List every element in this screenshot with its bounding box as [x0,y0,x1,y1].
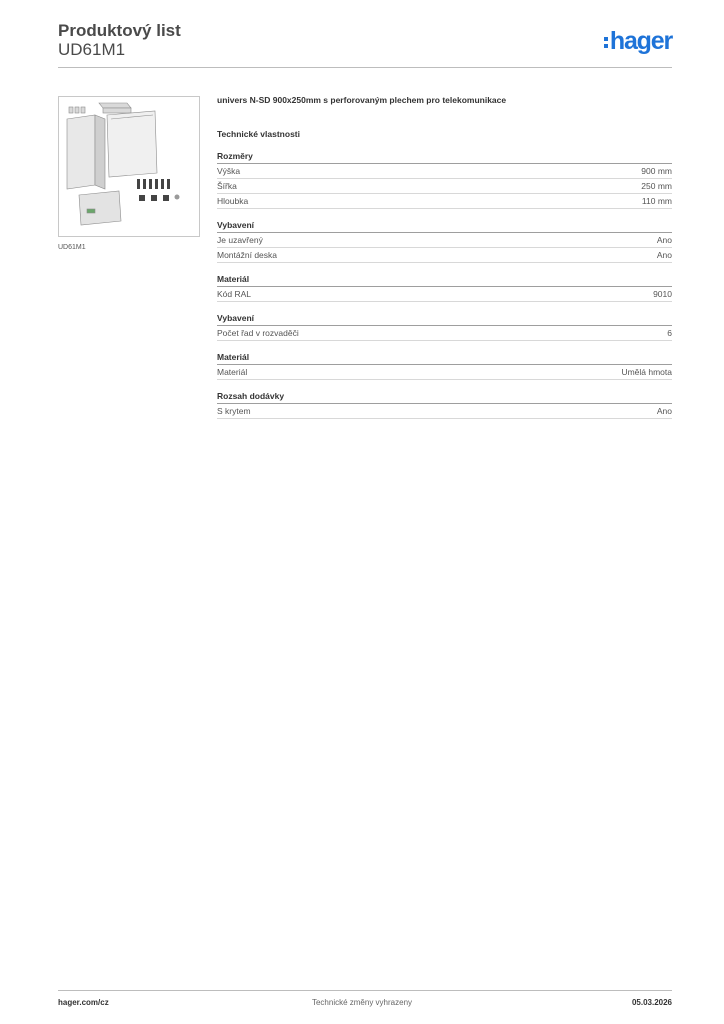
section-title: Vybavení [217,219,672,233]
spec-label: Je uzavřený [217,235,263,245]
footer-divider [58,990,672,991]
spec-value: 9010 [653,289,672,299]
section-dimensions [217,150,672,209]
section-equipment [217,219,672,263]
product-image [58,96,200,237]
hager-logo [604,28,672,54]
footer-website-link[interactable]: hager.com/cz [58,998,109,1007]
section-title: Vybavení [217,312,672,326]
technical-properties-heading: Technické vlastnosti [217,129,300,139]
spec-label: Počet řad v rozvaděči [217,328,299,338]
footer-notice: Technické změny vyhrazeny [311,998,413,1007]
header-divider [58,67,672,68]
spec-label: Montážní deska [217,250,278,260]
section-material [217,273,672,302]
spec-label: Hloubka [217,196,249,206]
spec-value: Ano [656,406,672,416]
section-delivery-scope [217,390,672,419]
section-material-type [217,351,672,380]
spec-row [217,287,672,302]
spec-row [217,365,672,380]
logo-dots-icon [604,37,608,48]
spec-row [217,164,672,179]
spec-label: Kód RAL [217,289,252,299]
spec-label: Šířka [217,181,237,191]
footer-date: 05.03.2026 [631,998,672,1007]
product-details [217,94,672,429]
spec-row [217,194,672,209]
logo-text: hager [609,27,672,55]
section-title: Materiál [217,273,672,287]
spec-value: Ano [656,250,672,260]
spec-value: Ano [656,235,672,245]
spec-row [217,326,672,341]
spec-row [217,179,672,194]
product-description: univers N-SD 900x250mm s perforovaným plechem pro telekomunikace [217,95,507,105]
image-caption: UD61M1 [58,244,86,251]
section-equipment-rows [217,312,672,341]
enclosure-kit-illustration [59,97,199,236]
spec-value: 900 mm [641,166,672,176]
spec-row [217,248,672,263]
section-title: Rozměry [217,150,672,164]
section-title: Rozsah dodávky [217,390,672,404]
spec-label: Materiál [217,367,248,377]
spec-value: 250 mm [641,181,672,191]
spec-value: 6 [667,328,672,338]
product-code: UD61M1 [58,40,126,59]
spec-value: 110 mm [641,196,672,206]
spec-label: S krytem [217,406,251,416]
spec-row [217,404,672,419]
section-title: Materiál [217,351,672,365]
spec-row [217,233,672,248]
spec-label: Výška [217,166,241,176]
page-title: Produktový list [58,21,181,40]
spec-value: Umělá hmota [621,367,672,377]
